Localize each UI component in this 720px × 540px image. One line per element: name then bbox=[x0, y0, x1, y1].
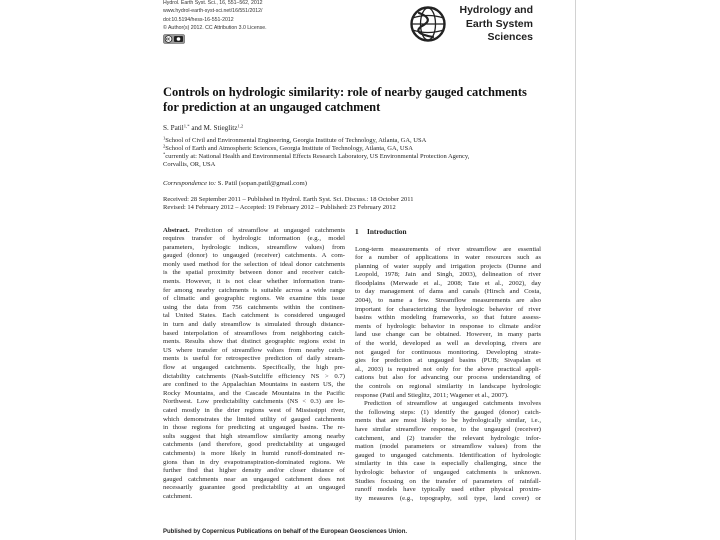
section-number: 1 bbox=[355, 227, 359, 236]
history-revised-line: Revised: 14 February 2012 – Accepted: 19 February 2012 – Published: 23 February 2012 bbox=[163, 204, 396, 211]
introduction-line: runoff models have typically used either physical proxim- bbox=[355, 486, 541, 494]
abstract-line: catchment. bbox=[163, 492, 193, 500]
introduction-line: gauged to ungauged catchments. Identification of hydrologic bbox=[355, 451, 541, 459]
introduction-line: Prediction of streamflow at ungauged catchments involves bbox=[364, 400, 541, 408]
abstract-line bbox=[163, 227, 345, 236]
introduction-line: 2004), to name a few. Streamflow measurements are also bbox=[355, 297, 541, 305]
abstract-line: using the data from 756 catchments within the continen- bbox=[163, 303, 345, 311]
introduction-line: ments of hydrologic behavior in response to climate and/or bbox=[355, 322, 541, 330]
introduction-line: similarity in this case is especially challenging, since the bbox=[355, 460, 541, 468]
publisher-footer: Published by Copernicus Publications on behalf of the European Geosciences Union. bbox=[163, 528, 408, 535]
abstract-line: ments. Results show that distinct geographic regions exist in bbox=[163, 338, 345, 346]
abstract-line: gauged (donor) to ungauged (receiver) catchments. A com- bbox=[163, 252, 345, 260]
author-name: M. Stieglitz bbox=[203, 124, 238, 132]
affiliation-text: School of Earth and Atmospheric Sciences, Georgia Institute of Technology, Atlanta, GA, USA bbox=[165, 145, 413, 152]
abstract-line: cated mostly in the drier regions west of Mississippi river, bbox=[163, 406, 345, 414]
section-heading-introduction bbox=[355, 227, 407, 236]
introduction-line: not gauged for continuous monitoring. Developing strate- bbox=[355, 348, 541, 356]
abstract-line: gions than in dry evapotranspiration-dominated regions. We bbox=[163, 458, 345, 466]
title-line-2: for prediction at an ungauged catchment bbox=[163, 100, 381, 114]
introduction-column bbox=[355, 246, 541, 504]
affiliation-line bbox=[163, 145, 469, 153]
journal-logo-text bbox=[459, 4, 533, 45]
introduction-line: land use change can be obtained. However, in many parts bbox=[355, 331, 541, 339]
affiliation-text: currently at: National Health and Environmental Effects Research Laboratory, US Environmental Protection Agency, bbox=[165, 153, 470, 160]
introduction-line: Leopold, 1978; Jain and Singh, 2003), delineation of river bbox=[355, 271, 541, 279]
history-received-line: Received: 28 September 2011 – Published in Hydrol. Earth Syst. Sci. Discuss.: 18 October 2011 bbox=[163, 196, 414, 203]
introduction-line: have similar streamflow response, to the ungauged (receiver) bbox=[355, 425, 541, 433]
abstract-line: ments. However, it is not clear whether information trans- bbox=[163, 278, 345, 286]
abstract-line: Northwest. Low predictability catchments (NS < 0.3) are lo- bbox=[163, 398, 345, 406]
paper-title bbox=[163, 85, 527, 115]
author-conjunction: and bbox=[189, 124, 204, 132]
abstract-line: requires transfer of hydrologic information (e.g., model bbox=[163, 235, 345, 243]
abstract-line: based interpolation of streamflows from neighboring catch- bbox=[163, 329, 345, 337]
author-affiliation-marker: 1,2 bbox=[237, 123, 244, 129]
title-line-1: Controls on hydrologic similarity: role of nearby gauged catchments bbox=[163, 85, 527, 99]
introduction-line: to day management of dams and canals (Hirsch and Costa, bbox=[355, 288, 541, 296]
introduction-line: response (Patil and Stieglitz, 2011; Wagener et al., 2007). bbox=[355, 391, 509, 399]
affiliation-text: School of Civil and Environmental Engineering, Georgia Institute of Technology, Atlanta, GA, USA bbox=[165, 137, 427, 144]
abstract-line: Rocky Mountains, and the Cascade Mountains in the Pacific bbox=[163, 389, 345, 397]
introduction-line: hydrologic behavior of ungauged catchments is unknown. bbox=[355, 468, 541, 476]
introduction-line: mation (model parameters or streamflow values) from the bbox=[355, 443, 541, 451]
abstract-line: sults suggest that high streamflow similarity among nearby bbox=[163, 432, 345, 440]
abstract-line: which demonstrates the limited utility of gauged catchments bbox=[163, 415, 345, 423]
affiliation-line bbox=[163, 161, 469, 169]
logo-line-2: Earth System bbox=[465, 17, 533, 30]
abstract-line: in those regions for predicting at ungauged basins. The re- bbox=[163, 424, 345, 432]
abstract-line: tal United States. Each catchment is considered ungauged bbox=[163, 312, 345, 320]
correspondence-line bbox=[163, 180, 307, 188]
correspondence-label: Correspondence to: bbox=[163, 180, 217, 187]
abstract-line: catchments) is more likely in humid runoff-dominated re- bbox=[163, 449, 345, 457]
page-edge-line bbox=[575, 0, 576, 540]
affiliation-text: Corvallis, OR, USA bbox=[163, 161, 216, 168]
abstract-column bbox=[163, 227, 345, 502]
introduction-line: for a number of applications in water resources such as bbox=[355, 254, 541, 262]
journal-url: www.hydrol-earth-syst-sci.net/16/551/2012/ bbox=[163, 8, 263, 15]
journal-citation-header bbox=[163, 0, 267, 32]
introduction-line: cations but also for advancing our process understanding of bbox=[355, 374, 541, 382]
abstract-line-text: Prediction of streamflow at ungauged catchments bbox=[189, 226, 345, 234]
introduction-line: floodplains (Merwade et al., 2008; Tate et al., 2002), day bbox=[355, 279, 541, 287]
introduction-line: important for characterizing the hydrologic behavior of river bbox=[355, 305, 541, 313]
affiliation-marker: 2 bbox=[163, 143, 166, 149]
abstract-line: in turn and daily streamflow is simulated through distance- bbox=[163, 321, 345, 329]
introduction-line: al., 2003) is required not only for the above practical appli- bbox=[355, 365, 541, 373]
abstract-line: dictability catchments (Nash-Sutcliffe efficiency NS > 0.7) bbox=[163, 372, 345, 380]
introduction-line: ments that are most likely to be hydrologically similar, i.e., bbox=[355, 417, 541, 425]
introduction-line: gies for prediction at ungauged basins (PUB; Sivapalan et bbox=[355, 357, 541, 365]
abstract-line: catchments (and therefore, good predictability at ungauged bbox=[163, 441, 345, 449]
affiliation-marker: 1 bbox=[163, 135, 166, 141]
introduction-line: planning of water supply and irrigation projects (Dunne and bbox=[355, 262, 541, 270]
affiliation-list bbox=[163, 137, 469, 169]
introduction-line: Long-term measurements of river streamflow are essential bbox=[355, 245, 541, 253]
introduction-line: basins within modeling frameworks, so that future assess- bbox=[355, 314, 541, 322]
author-list bbox=[163, 124, 243, 133]
author-affiliation-marker: 1,* bbox=[183, 123, 190, 129]
abstract-line: monly used method for the selection of ideal donor catchments bbox=[163, 260, 345, 268]
abstract-line: are confined to the Appalachian Mountains in eastern US, the bbox=[163, 381, 345, 389]
affiliation-line bbox=[163, 137, 469, 145]
author-name: S. Patil bbox=[163, 124, 184, 132]
affiliation-marker: * bbox=[163, 151, 166, 157]
abstract-line: flow at ungauged catchments. Specifically, the high pre- bbox=[163, 364, 345, 371]
abstract-line: of climatic and geographic regions. We examine this issue bbox=[163, 295, 345, 303]
abstract-line: gauged catchments near an ungauged catchment does not bbox=[163, 475, 345, 483]
introduction-line: the controls on regional similarity in landscape hydrologic bbox=[355, 383, 541, 390]
section-title: Introduction bbox=[367, 227, 407, 236]
citation-line: Hydrol. Earth Syst. Sci., 16, 551–562, 2012 bbox=[163, 0, 263, 6]
abstract-line: is the spatial proximity between donor and receiver catch- bbox=[163, 269, 345, 277]
logo-line-3: Sciences bbox=[487, 31, 533, 43]
abstract-line: ments is useful for retrospective prediction of daily stream- bbox=[163, 355, 345, 363]
publication-history bbox=[163, 196, 413, 212]
affiliation-line bbox=[163, 153, 469, 161]
license-line: © Author(s) 2012. CC Attribution 3.0 License. bbox=[163, 24, 267, 31]
abstract-line: necessarily guarantee good predictability at an ungauged bbox=[163, 484, 345, 492]
logo-line-1: Hydrology and bbox=[459, 4, 533, 16]
introduction-line: ity measures (e.g., topography, soil type, land cover) or bbox=[355, 494, 541, 502]
correspondence-contact: S. Patil (sopan.patil@gmail.com) bbox=[216, 180, 307, 187]
abstract-line: US where transfer of streamflow values from nearby catch- bbox=[163, 346, 345, 354]
abstract-label: Abstract. bbox=[163, 226, 190, 234]
abstract-line: parameters, hydrologic indices, streamflow values) from bbox=[163, 243, 345, 251]
introduction-line: of the world, developed as well as developing, rivers are bbox=[355, 340, 541, 348]
introduction-line: catchment, and (2) transfer the relevant hydrologic infor- bbox=[355, 434, 541, 442]
hess-journal-logo-icon bbox=[408, 4, 448, 44]
abstract-line: further find that higher density and/or closer distance of bbox=[163, 467, 345, 475]
cc-by-license-icon bbox=[163, 34, 185, 44]
introduction-line: the following steps: (1) identify the gauged (donor) catch- bbox=[355, 408, 541, 416]
introduction-line: Studies focusing on the transfer of parameters of rainfall- bbox=[355, 477, 541, 485]
doi-line: doi:10.5194/hess-16-551-2012 bbox=[163, 16, 234, 23]
abstract-line: fer among nearby catchments is suitable across a wide range bbox=[163, 286, 345, 294]
